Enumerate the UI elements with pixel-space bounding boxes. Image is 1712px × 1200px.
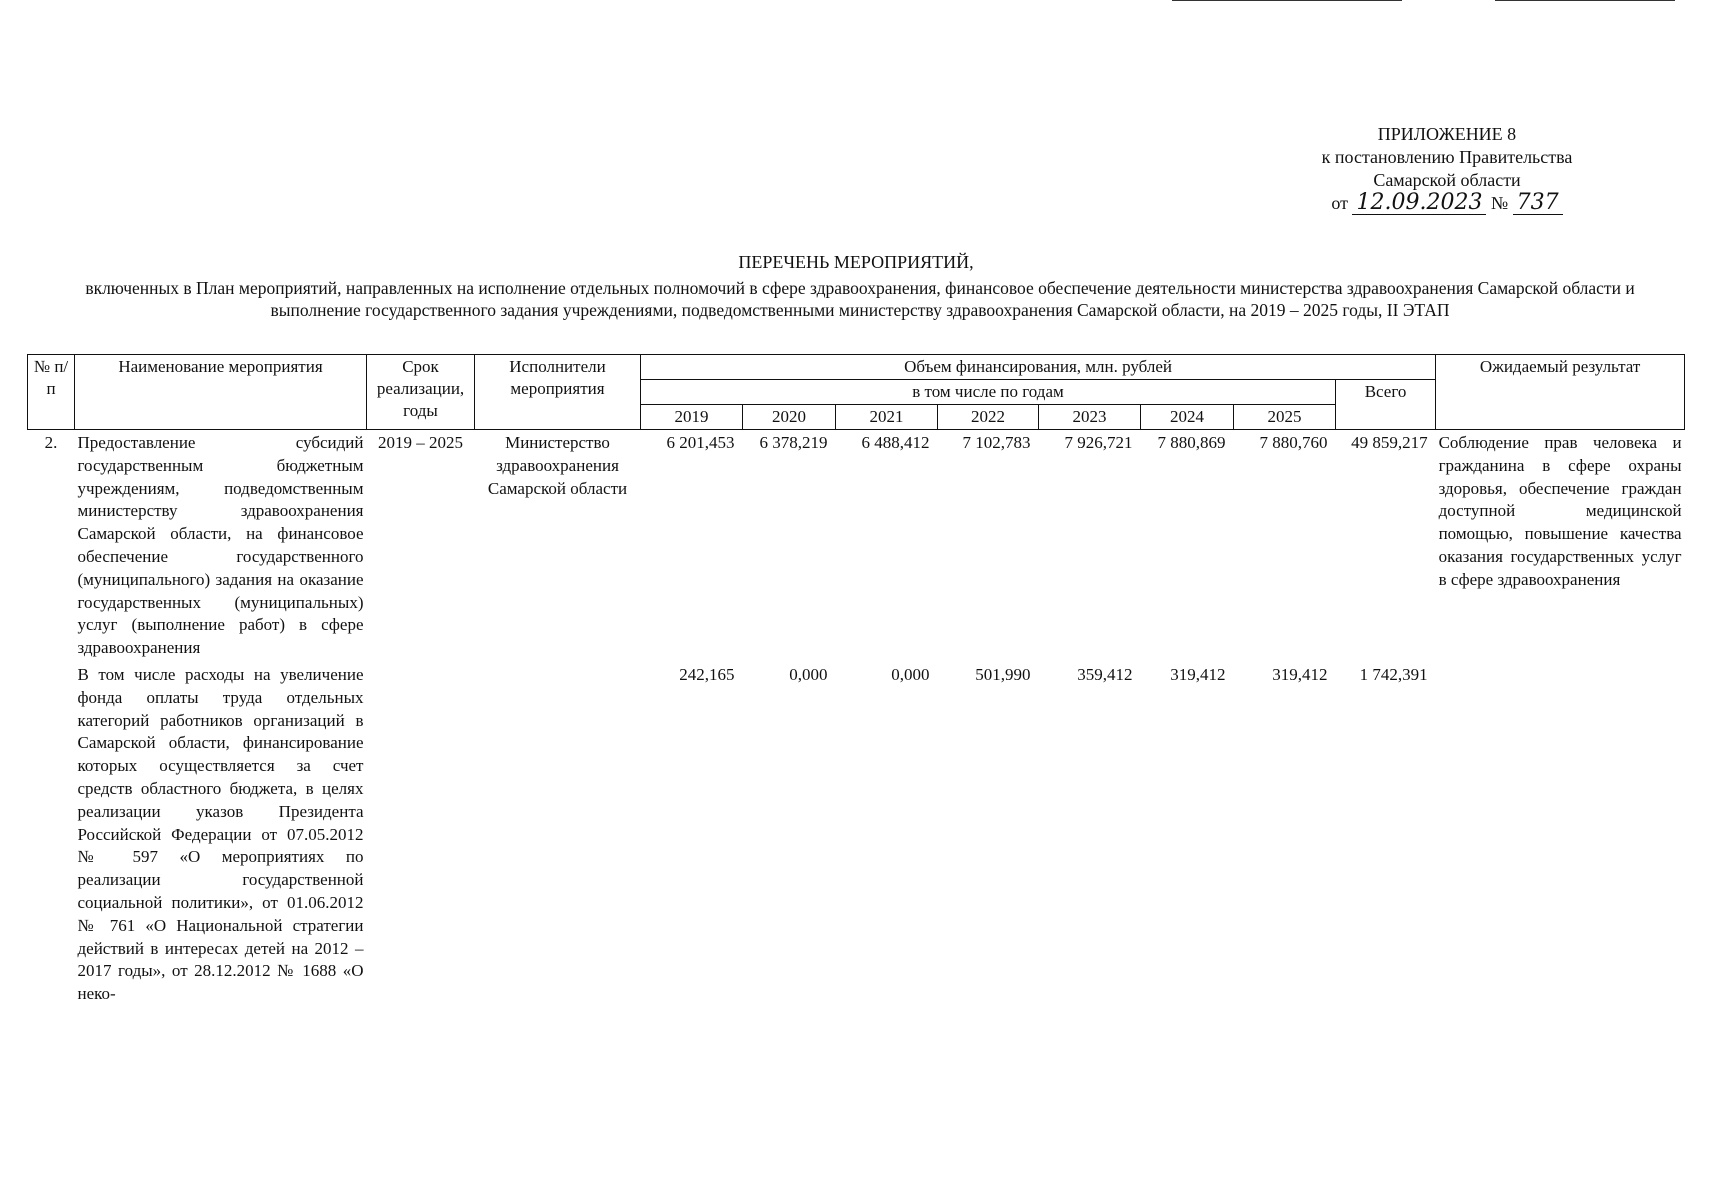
header-name: Наименование мероприятия	[75, 355, 367, 430]
appendix-block	[1247, 123, 1647, 215]
row-value-2023: 7 926,721	[1064, 433, 1133, 452]
scan-edge-line	[1172, 0, 1402, 1]
row-num	[28, 662, 75, 1008]
appendix-title: ПРИЛОЖЕНИЕ 8	[1377, 124, 1517, 144]
header-total: Всего	[1336, 380, 1436, 430]
date-prefix: от	[1331, 193, 1348, 213]
header-term: Срок реализации, годы	[367, 355, 475, 430]
header-executors: Исполнители мероприятия	[475, 355, 641, 430]
row-total: 1 742,391	[1359, 664, 1428, 684]
row-num: 2.	[44, 433, 58, 452]
header-by-years: в том числе по годам	[641, 380, 1336, 405]
appendix-line-2: Самарской области	[1373, 170, 1521, 190]
row-name: В том числе расходы на увеличение фонда оплаты труда отдельных категорий работников организаций в Самарской области, финансирование которых осуществляется за счет средств областного бюджета, в целях реализации указов Президента Российской Федерации от 07.05.2012 № 597 «О мероприятиях по реализации государственной социальной политики», от 01.06.2012 № 761 «О Национальной стратегии действий в интересах детей на 2012 – 2017 годы», от 28.12.2012 № 1688 «О неко-	[77, 664, 364, 1004]
handwritten-number: 737	[1513, 192, 1563, 215]
row-result	[1436, 662, 1685, 1008]
appendix-line-1: к постановлению Правительства	[1321, 147, 1573, 167]
row-value-2020: 6 378,219	[759, 433, 828, 452]
row-value-2021: 6 488,412	[861, 433, 930, 452]
row-value-2024: 7 880,869	[1157, 433, 1226, 452]
row-value-2022: 501,990	[975, 664, 1031, 684]
row-term	[367, 662, 475, 1008]
header-num: № п/п	[28, 355, 75, 430]
document-subtitle: включенных в План мероприятий, направленных на исполнение отдельных полномочий в сфере здравоохранения, финансовое обеспечение деятельности министерства здравоохранения Самарской области и выполнение государственного задания учреждениями, подведомственными министерству здравоохранения Самарской области, на 2019 – 2025 годы, II ЭТАП	[85, 278, 1635, 320]
row-value-2021: 0,000	[891, 664, 930, 684]
row-value-2022: 7 102,783	[962, 433, 1031, 452]
row-result: Соблюдение прав человека и гражданина в сфере охраны здоровья, обеспечение граждан доступной медицинской помощью, повышение качества оказания государственных услуг в сфере здравоохранения	[1438, 433, 1682, 589]
measures-table	[27, 354, 1685, 1008]
row-value-2025: 7 880,760	[1259, 433, 1328, 452]
header-year-2022: 2022	[938, 405, 1039, 430]
row-value-2019: 242,165	[679, 664, 735, 684]
row-value-2024: 319,412	[1170, 664, 1226, 684]
header-year-2024: 2024	[1141, 405, 1234, 430]
header-year-2023: 2023	[1039, 405, 1141, 430]
header-year-2019: 2019	[641, 405, 743, 430]
row-name: Предоставление субсидий государственным бюджетным учреждениям, подведомственным министерству здравоохранения Самарской области, на финансовое обеспечение государственного (муниципального) задания на оказание государственных (муниципальных) услуг (выполнение работ) в сфере здравоохранения	[77, 433, 364, 658]
row-value-2020: 0,000	[789, 664, 828, 684]
document-title: ПЕРЕЧЕНЬ МЕРОПРИЯТИЙ,	[738, 252, 974, 272]
header-year-2020: 2020	[743, 405, 836, 430]
row-executor	[475, 662, 641, 1008]
header-year-2021: 2021	[836, 405, 938, 430]
row-value-2023: 359,412	[1077, 664, 1133, 684]
row-executor: Министерство здравоохранения Самарской области	[487, 433, 628, 498]
row-value-2019: 6 201,453	[666, 433, 735, 452]
table-row	[28, 430, 1685, 662]
number-label: №	[1490, 193, 1509, 213]
header-funding: Объем финансирования, млн. рублей	[641, 355, 1436, 380]
scan-edge-line	[1495, 0, 1675, 1]
row-term: 2019 – 2025	[378, 433, 463, 452]
header-result: Ожидаемый результат	[1436, 355, 1685, 430]
header-year-2025: 2025	[1234, 405, 1336, 430]
row-value-2025: 319,412	[1272, 664, 1328, 684]
appendix-date-line	[1331, 192, 1562, 215]
table-row	[28, 662, 1685, 1008]
row-total: 49 859,217	[1351, 433, 1428, 452]
handwritten-date: 12.09.2023	[1352, 192, 1486, 215]
